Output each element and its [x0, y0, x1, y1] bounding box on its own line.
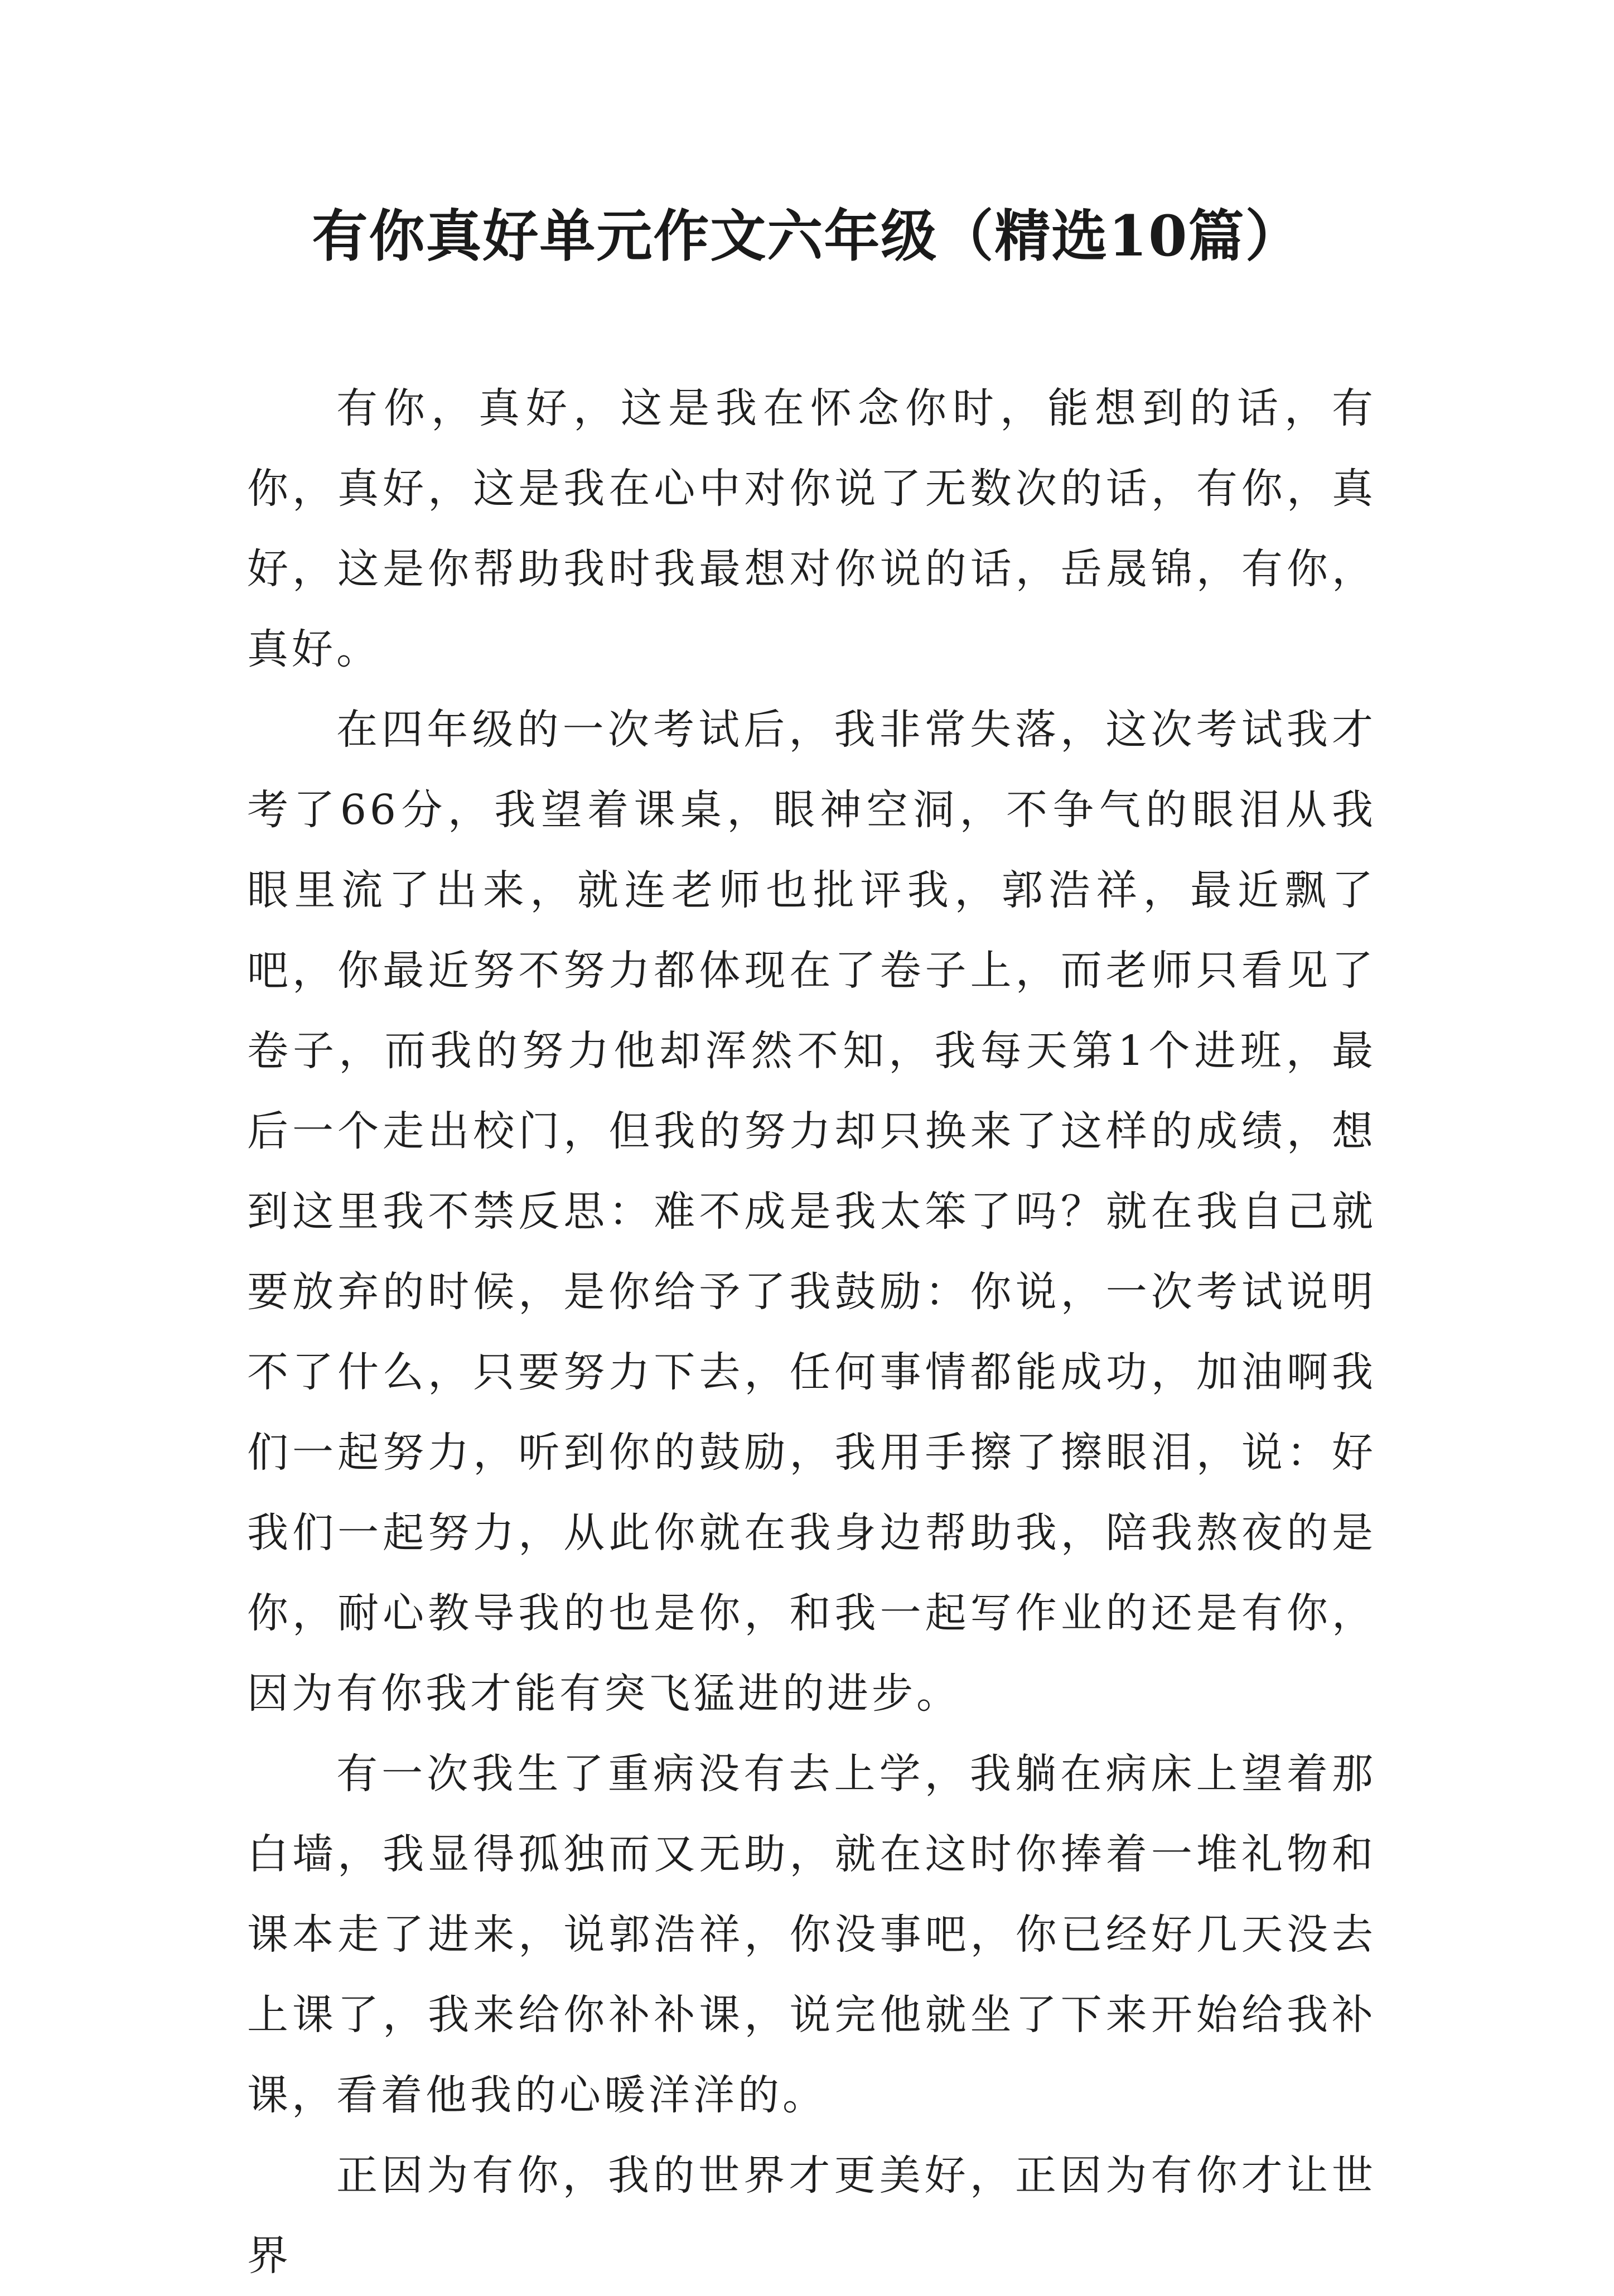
paragraph-4: 正因为有你，我的世界才更美好，正因为有你才让世界 [247, 2152, 1376, 2280]
paragraph-3: 有一次我生了重病没有去上学，我躺在病床上望着那白墙，我显得孤独而又无助，就在这时你捧着一堆礼物和课本走了进来，说郭浩祥，你没事吧，你已经好几天没去上课了，我来给你补补课，说完他就坐了下来开始给我补课，看着他我的心暖洋洋的。 [247, 1750, 1376, 2119]
paragraph-1: 有你，真好，这是我在怀念你时，能想到的话，有你，真好，这是我在心中对你说了无数次的话，有你，真好，这是你帮助我时我最想对你说的话，岳晟锦，有你，真好。 [247, 384, 1376, 673]
paragraph-2: 在四年级的一次考试后，我非常失落，这次考试我才考了66分，我望着课桌，眼神空洞，不争气的眼泪从我眼里流了出来，就连老师也批评我，郭浩祥，最近飘了吧，你最近努不努力都体现在了卷子上，而老师只看见了卷子，而我的努力他却浑然不知，我每天第1个进班，最后一个走出校门，但我的努力却只换来了这样的成绩，想到这里我不禁反思：难不成是我太笨了吗？就在我自己就要放弃的时候，是你给予了我鼓励：你说，一次考试说明不了什么，只要努力下去，任何事情都能成功，加油啊我们一起努力，听到你的鼓励，我用手擦了擦眼泪，说：好我们一起努力，从此你就在我身边帮助我，陪我熬夜的是你，耐心教导我的也是你，和我一起写作业的还是有你，因为有你我才能有突飞猛进的进步。 [247, 706, 1376, 1718]
document-title: 有你真好单元作文六年级（精选10篇） [312, 203, 1302, 269]
document-body [247, 368, 1376, 2296]
